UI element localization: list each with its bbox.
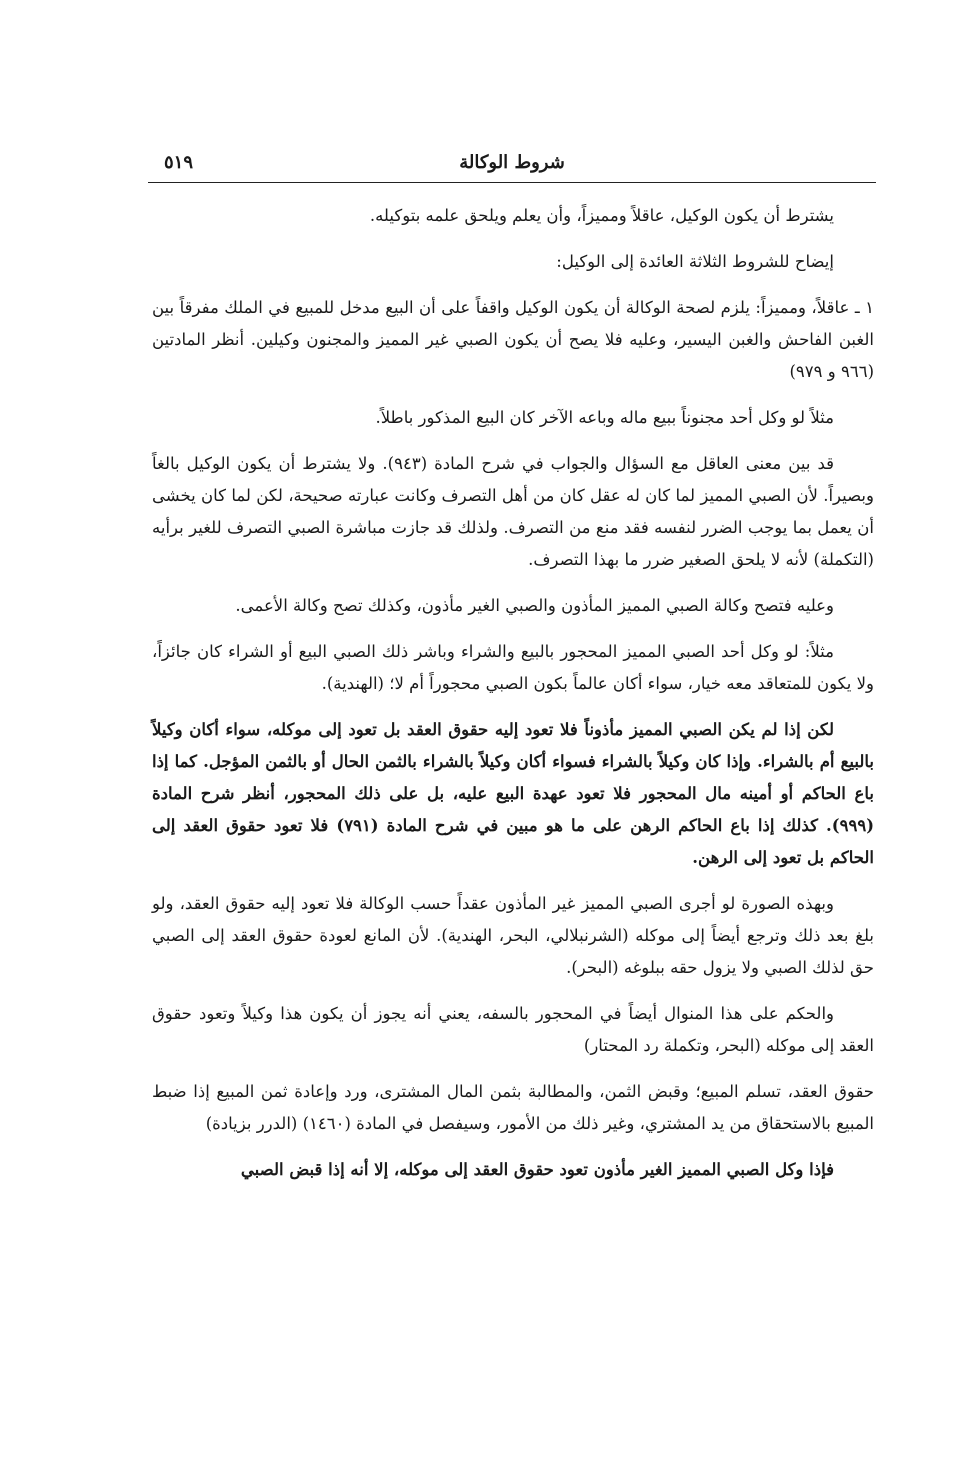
paragraph: وبهذه الصورة لو أجرى الصبي المميز غير المأذون عقداً حسب الوكالة فلا تعود إليه حقوق العقد، ولو بلغ بعد ذلك وترجع أيضاً إلى موكله (الشرنبلالي، البحر، الهندية). لأن المانع لعودة حقوق العقد إلى الصبي حق لذلك الصبي ولا يزول حقه ببلوغه (البحر).: [152, 894, 874, 977]
paragraph: لكن إذا لم يكن الصبي المميز مأذوناً فلا تعود إليه حقوق العقد بل تعود إلى موكله، سواء أكان وكيلاً بالبيع أم بالشراء. وإذا كان وكيلاً بالشراء فسواء أكان وكيلاً بالشراء بالثمن الحال أو بالثمن المؤجل. كما إذا باع الحاكم أو أمينه مال المحجور فلا تعود عهدة البيع عليه، بل على ذلك المحجور، أنظر شرح المادة (٩٩٩). كذلك إذا باع الحاكم الرهن على ما هو مبين في شرح المادة (٧٩١) فلا تعود حقوق العقد إلى الحاكم بل تعود إلى الرهن.: [152, 720, 874, 867]
paragraph: يشترط أن يكون الوكيل، عاقلاً ومميزاً، وأن يعلم ويلحق علمه بتوكيله.: [369, 206, 834, 225]
paragraph: والحكم على هذا المنوال أيضاً في المحجور بالسفه، يعني أنه يجوز أن يكون هذا وكيلاً وتعود حقوق العقد إلى موكله (البحر، وتكملة رد المحتار): [152, 1004, 874, 1055]
page-number: ٥١٩: [164, 152, 194, 173]
body-text: [152, 200, 874, 1200]
paragraph: ١ ـ عاقلاً، ومميزاً: يلزم لصحة الوكالة أن يكون الوكيل واقفاً على أن البيع مدخل للمبيع في الملك مفرقاً بين الغبن الفاحش والغبن اليسير، وعليه فلا يصح أن يكون الصبي غير المميز والمجنون وكيلين. أنظر المادتين (٩٦٦ و ٩٧٩): [152, 298, 874, 381]
paragraph: مثلاً لو وكل أحد مجنوناً ببيع ماله وباعه الآخر كان البيع المذكور باطلاً.: [375, 408, 834, 427]
paragraph: حقوق العقد، تسلم المبيع؛ وقبض الثمن، والمطالبة بثمن المال المشترى، ورد وإعادة ثمن المبيع إذا ضبط المبيع بالاستحقاق من يد المشتري، وغير ذلك من الأمور، وسيفصل في المادة (١٤٦٠) (الدرر بزيادة): [152, 1082, 874, 1133]
paragraph: فإذا وكل الصبي المميز الغير مأذون تعود حقوق العقد إلى موكله، إلا أنه إذا قبض الصبي: [240, 1160, 834, 1179]
page-header: [148, 148, 876, 183]
running-title: شروط الوكالة: [459, 152, 565, 173]
paragraph: وعليه فتصح وكالة الصبي المميز المأذون والصبي الغير مأذون، وكذلك تصح وكالة الأعمى.: [235, 596, 834, 615]
paragraph: إيضاح للشروط الثلاثة العائدة إلى الوكيل:: [556, 252, 834, 271]
paragraph: مثلاً: لو وكل أحد الصبي المميز المحجور بالبيع والشراء وباشر ذلك الصبي البيع أو الشراء كان جائزاً، ولا يكون للمتعاقد معه خيار، سواء أكان عالماً بكون الصبي محجوراً أم لا؛ (الهندية).: [152, 642, 874, 693]
paragraph: قد بين معنى العاقل مع السؤال والجواب في شرح المادة (٩٤٣). ولا يشترط أن يكون الوكيل بالغاً وبصيراً. لأن الصبي المميز لما كان له عقل كان من أهل التصرف وكانت عبارته صحيحة، لكن لما كان يخشى أن يعمل بما يوجب الضرر لنفسه فقد منع من التصرف. ولذلك قد جازت مباشرة الصبي التصرف للغير برأيه (التكملة) لأنه لا يلحق الصغير ضرر ما بهذا التصرف.: [152, 454, 874, 569]
